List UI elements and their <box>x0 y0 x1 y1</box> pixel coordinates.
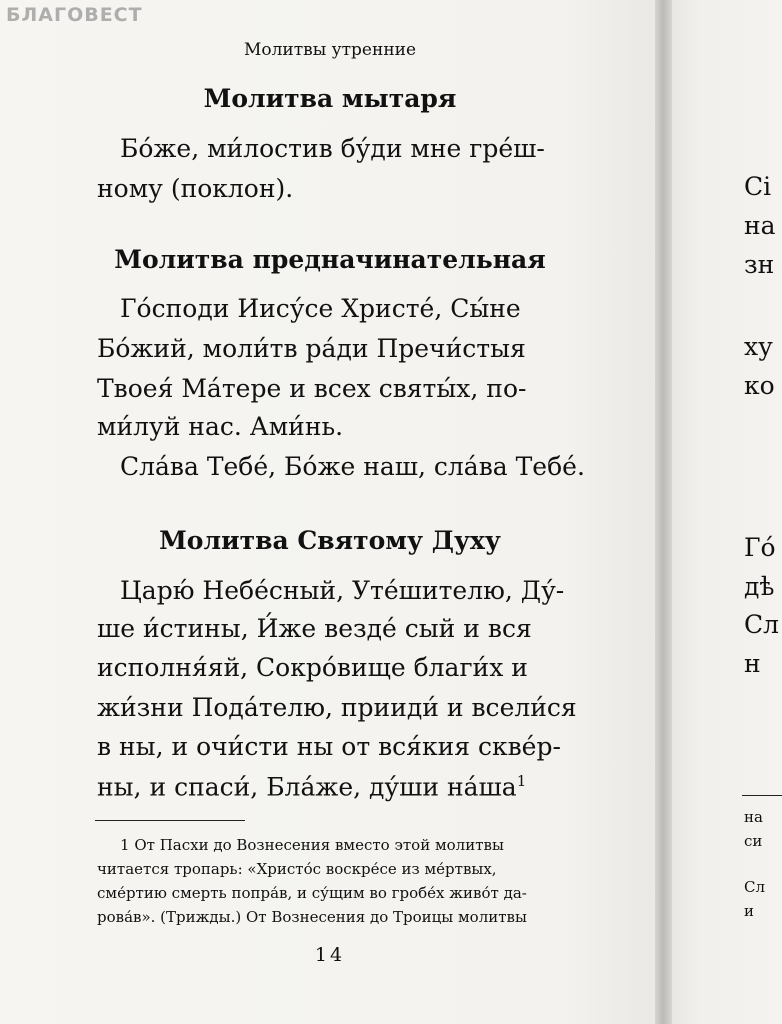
text-line <box>97 772 526 801</box>
section-heading: Молитва мытаря <box>203 84 457 113</box>
facing-footnote-rule <box>742 795 782 796</box>
footnote-rule <box>95 820 245 821</box>
text-line: жи́зни Пода́телю, прииди́ и всели́ся <box>97 693 577 722</box>
facing-fragment: Сл <box>744 878 766 896</box>
watermark: БЛАГОВЕСТ <box>6 4 143 26</box>
text-line: исполня́яй, Сокро́вище благи́х и <box>97 653 528 682</box>
footnote-line <box>120 836 504 854</box>
text-line: Бо́же, ми́лостив бу́ди мне гре́ш- <box>120 134 545 163</box>
running-head: Молитвы утренние <box>243 40 417 60</box>
footnote-line: сме́ртию смерть попра́в, и су́щим во гробе́х живо́т да- <box>97 884 527 902</box>
facing-fragment: н <box>744 649 761 678</box>
text-line: ше и́стины, И́же везде́ сый и вся <box>97 614 532 643</box>
section-heading: Молитва Святому Духу <box>159 526 501 555</box>
text-line: Твоея́ Ма́тере и всех святы́х, по- <box>97 374 527 403</box>
facing-fragment: ху <box>744 332 773 361</box>
text-line: Бо́жий, моли́тв ра́ди Пречи́стыя <box>97 334 526 363</box>
section-heading: Молитва предначинательная <box>114 245 546 274</box>
facing-fragment: Го́ <box>744 533 776 562</box>
page-number: 14 <box>314 944 346 966</box>
text-line: Го́споди Иису́се Христе́, Сы́не <box>120 294 521 323</box>
footnote-ref: 1 <box>516 772 527 790</box>
text-line: Сла́ва Тебе́, Бо́же наш, сла́ва Тебе́. <box>120 452 585 481</box>
facing-fragment: на <box>744 808 763 826</box>
facing-fragment: на <box>744 211 776 240</box>
facing-fragment: зн <box>744 250 775 279</box>
facing-fragment: Сі <box>744 172 772 201</box>
facing-fragment: и <box>744 902 754 920</box>
facing-fragment: Сл <box>744 610 780 639</box>
text-line: Царю́ Небе́сный, Уте́шителю, Ду́- <box>120 576 565 605</box>
book-gutter <box>655 0 673 1024</box>
text-line: в ны, и очи́сти ны от вся́кия скве́р- <box>97 732 561 761</box>
text-line-content: ны, и спаси́, Бла́же, ду́ши на́ша <box>97 772 517 802</box>
footnote-line: читается тропарь: «Христо́с воскре́се из ме́ртвых, <box>97 860 497 878</box>
footnote-line: рова́в». (Трижды.) От Вознесения до Троицы молитвы <box>97 908 527 926</box>
facing-page <box>672 0 780 1024</box>
facing-fragment: ко <box>744 371 775 400</box>
facing-fragment: си <box>744 832 763 850</box>
facing-fragment: дѣ <box>744 572 775 601</box>
text-line: ному (поклон). <box>97 174 294 203</box>
footnote-text: От Пасхи до Вознесения вместо этой молитвы <box>134 836 504 854</box>
footnote-number: 1 <box>120 836 130 854</box>
text-line: ми́луй нас. Ами́нь. <box>97 412 344 441</box>
